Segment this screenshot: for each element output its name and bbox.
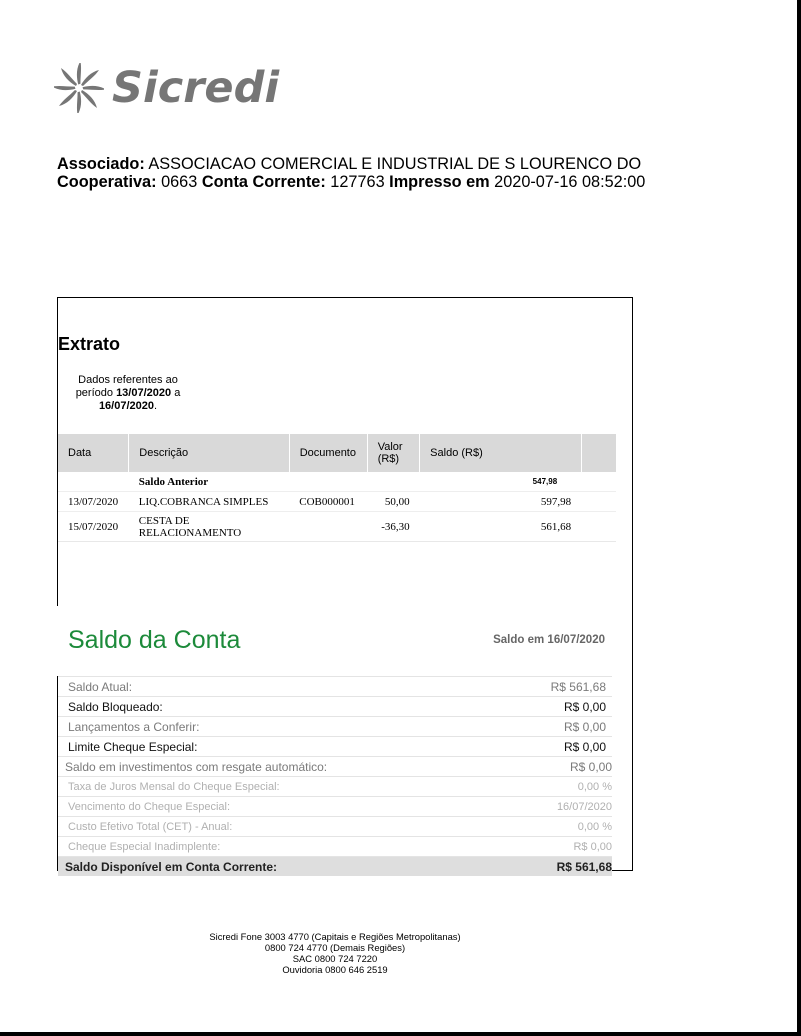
balance-label: Custo Efetivo Total (CET) - Anual: [58,817,509,837]
cooperativa-label: Cooperativa: [57,173,157,191]
associado-value: ASSOCIACAO COMERCIAL E INDUSTRIAL DE S LOURENCO DO [148,155,642,173]
col-valor [367,434,419,472]
balance-label: Cheque Especial Inadimplente: [58,837,509,857]
balance-label: Vencimento do Cheque Especial: [58,797,509,817]
conta-label: Conta Corrente: [201,173,326,191]
tx-saldo: 597,98 [420,492,581,512]
page-edge-right [797,0,801,1036]
tx-descricao: LIQ.COBRANCA SIMPLES [129,492,289,512]
tx-descricao [129,512,289,542]
balance-value: 16/07/2020 [509,797,612,817]
statement-box [57,297,633,874]
cell-empty [581,492,616,512]
saldo-anterior-label: Saldo Anterior [138,475,209,488]
cell-empty [289,472,367,492]
border-gap [57,606,59,676]
impresso-label: Impresso em [389,173,490,191]
transactions-table [58,434,616,542]
footer-line: Ouvidoria 0800 646 2519 [282,964,388,975]
balance-value: R$ 561,68 [509,677,612,697]
table-row [58,492,616,512]
cooperativa-line [57,173,645,191]
balance-total-label: Saldo Disponível em Conta Corrente: [58,857,509,877]
conta-value: 127763 [330,173,385,191]
period-info [58,374,198,413]
footer-contacts [200,931,470,975]
balance-total-row [58,857,612,877]
balance-label: Taxa de Juros Mensal do Cheque Especial: [58,777,509,797]
cell-empty [581,472,616,492]
balance-value: R$ 0,00 [509,837,612,857]
col-documento: Documento [289,434,367,472]
tx-data: 13/07/2020 [58,492,129,512]
col-descricao: Descrição [129,434,289,472]
period-start: 13/07/2020 [116,387,172,399]
tx-data: 15/07/2020 [58,512,129,542]
tx-documento [289,512,367,542]
balance-value: R$ 0,00 [509,717,612,737]
balance-table [58,676,612,876]
balance-row [58,717,612,737]
saldo-anterior-row [58,472,616,492]
cooperativa-value: 0663 [161,173,198,191]
page-edge-bottom [0,1032,801,1036]
col-saldo: Saldo (R$) [420,434,581,472]
period-end-dot: . [154,400,158,412]
transactions-header-row [58,434,616,472]
balance-row [58,837,612,857]
associado-label: Associado: [57,155,145,173]
balance-row [58,737,612,757]
tx-valor: 50,00 [367,492,419,512]
balance-value: 0,00 % [509,777,612,797]
balance-label: Saldo em investimentos com resgate automático: [58,757,509,777]
col-data: Data [58,434,129,472]
balance-row [58,797,612,817]
balance-row [58,777,612,797]
balance-row [58,677,612,697]
saldo-anterior-value: 547,98 [532,477,558,486]
col-valor-line1: Valor [377,441,403,453]
balance-row [58,757,612,777]
balance-row [58,697,612,717]
tx-saldo: 561,68 [420,512,581,542]
balance-label: Limite Cheque Especial: [58,737,509,757]
brand-name: Sicredi [112,62,280,113]
balance-value: R$ 0,00 [509,697,612,717]
balance-value: R$ 0,00 [509,757,612,777]
tx-documento: COB000001 [289,492,367,512]
footer-line: 0800 724 4770 (Demais Regiões) [264,942,406,953]
balance-value: 0,00 % [509,817,612,837]
impresso-value: 2020-07-16 08:52:00 [494,173,646,191]
associado-line [57,155,645,173]
period-text-1: Dados referentes ao [78,374,178,386]
period-text-2: período [75,387,113,399]
account-header [57,155,645,191]
footer-line: SAC 0800 724 7220 [292,953,378,964]
saldo-conta-title: Saldo da Conta [68,626,241,654]
col-valor-line2: (R$) [377,453,400,465]
balance-label: Saldo Bloqueado: [58,697,509,717]
extrato-title: Extrato [58,334,121,354]
tx-descricao-line2: RELACIONAMENTO [138,526,242,539]
period-end: 16/07/2020 [98,400,154,412]
balance-row [58,817,612,837]
sicredi-logo [54,60,279,116]
period-text-3: a [174,387,181,399]
sicredi-pinwheel-icon [54,63,104,113]
tx-descricao-line1: CESTA DE [138,514,190,527]
cell-empty [367,472,419,492]
tx-valor: -36,30 [367,512,419,542]
balance-value: R$ 0,00 [509,737,612,757]
footer-line: Sicredi Fone 3003 4770 (Capitais e Regiões Metropolitanas) [209,931,461,942]
saldo-date-label: Saldo em 16/07/2020 [493,634,605,646]
balance-total-value: R$ 561,68 [509,857,612,877]
cell-empty [58,472,129,492]
col-spacer [581,434,616,472]
cell-empty [581,512,616,542]
table-row [58,512,616,542]
balance-label: Saldo Atual: [58,677,509,697]
balance-label: Lançamentos a Conferir: [58,717,509,737]
